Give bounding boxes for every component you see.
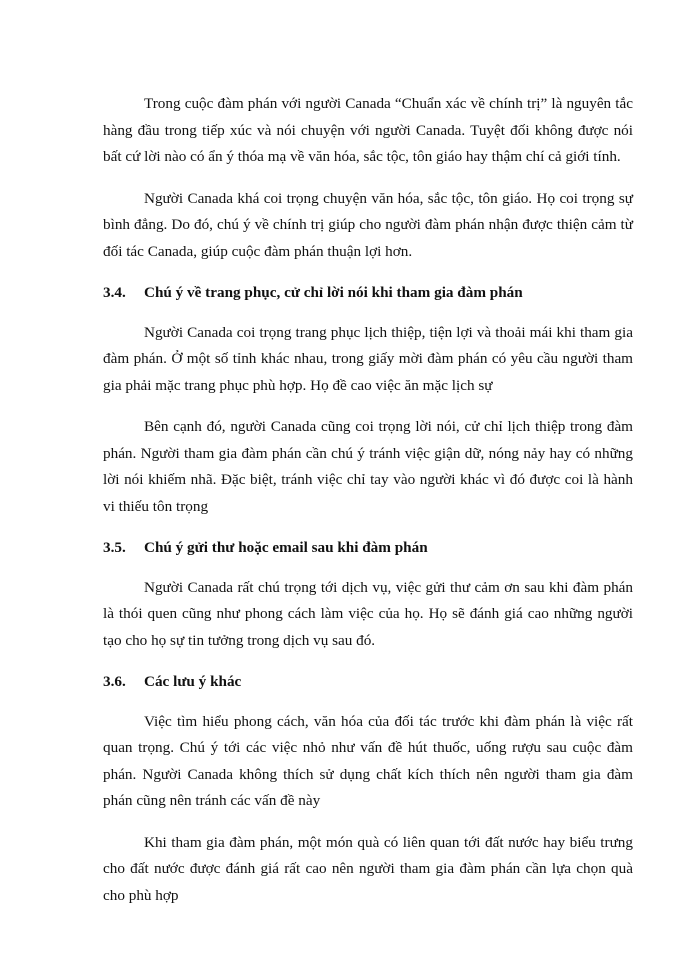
section-title: Các lưu ý khác (144, 673, 242, 690)
paragraph-3-4-1: Người Canada coi trọng trang phục lịch thiệp, tiện lợi và thoải mái khi tham gia đàm phán. Ở một số tỉnh khác nhau, trong giấy mời đàm phán có yêu cầu người tham gia phải mặc trang phục phù hợp. Họ đề cao việc ăn mặc lịch sự (103, 323, 633, 394)
section-heading-3-4 (103, 280, 633, 307)
paragraph-3-5-1: Người Canada rất chú trọng tới dịch vụ, việc gửi thư cảm ơn sau khi đàm phán là thói quen cũng như phong cách làm việc của họ. Họ sẽ đánh giá cao những người tạo cho họ sự tin tưởng trong dịch vụ sau đó. (103, 578, 633, 649)
paragraph-3-6-2: Khi tham gia đàm phán, một món quà có liên quan tới đất nước hay biểu trưng cho đất nước được đánh giá rất cao nên người tham gia đàm phán cần lựa chọn quà cho phù hợp (103, 833, 633, 904)
section-title: Chú ý gửi thư hoặc email sau khi đàm phán (144, 539, 428, 556)
paragraph-3-4-2: Bên cạnh đó, người Canada cũng coi trọng lời nói, cử chỉ lịch thiệp trong đàm phán. Người tham gia đàm phán cần chú ý tránh việc giận dữ, nóng nảy hay có những lời nói khiếm nhã. Đặc biệt, tránh việc chỉ tay vào người khác vì đó được coi là hành vi thiếu tôn trọng (103, 418, 633, 515)
section-number: 3.4. (103, 284, 126, 301)
paragraph-intro-1: Trong cuộc đàm phán với người Canada “Chuẩn xác về chính trị” là nguyên tắc hàng đầu trong tiếp xúc và nói chuyện với người Canada. Tuyệt đối không được nói bất cứ lời nào có ẩn ý thóa mạ về văn hóa, sắc tộc, tôn giáo hay thậm chí cả giới tính. (103, 95, 633, 165)
section-heading-3-6 (103, 669, 633, 696)
paragraph-3-6-1: Việc tìm hiểu phong cách, văn hóa của đối tác trước khi đàm phán là việc rất quan trọng. Chú ý tới các việc nhỏ như vấn đề hút thuốc, uống rượu sau cuộc đàm phán. Người Canada không thích sử dụng chất kích thích nên người tham gia đàm phán cũng nên tránh các vấn đề này (103, 712, 633, 809)
section-number: 3.5. (103, 539, 126, 556)
section-number: 3.6. (103, 673, 126, 690)
section-title: Chú ý về trang phục, cử chỉ lời nói khi tham gia đàm phán (144, 284, 523, 301)
paragraph-intro-2: Người Canada khá coi trọng chuyện văn hóa, sắc tộc, tôn giáo. Họ coi trọng sự bình đẳng. Do đó, chú ý về chính trị giúp cho người đàm phán nhận được thiện cảm từ đối tác Canada, giúp cuộc đàm phán thuận lợi hơn. (103, 189, 633, 260)
section-heading-3-5 (103, 535, 633, 562)
page-content (103, 91, 633, 924)
